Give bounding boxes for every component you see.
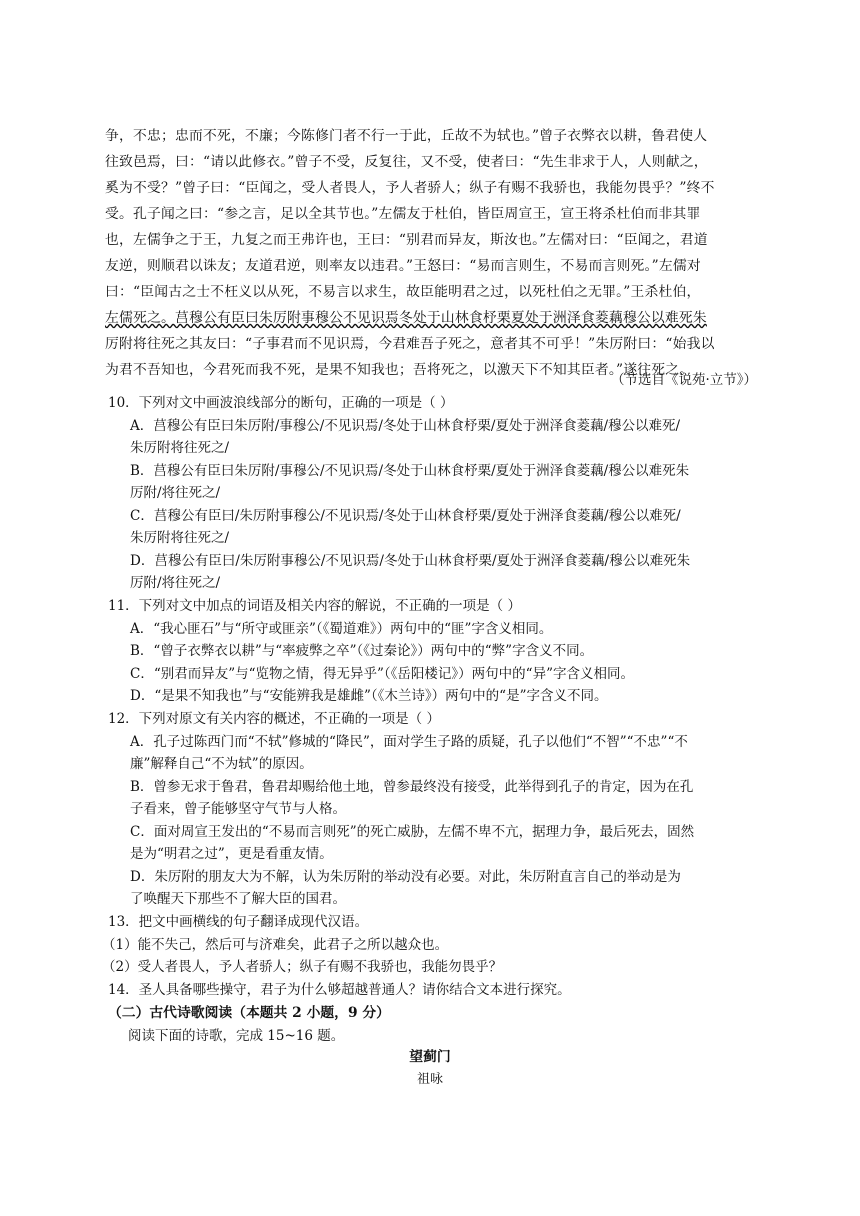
passage-line: 奚为不受？”曾子曰：“臣闻之，受人者畏人，予人者骄人；纵子有赐不我骄也，我能勿畏乎？”终不 xyxy=(105,180,715,196)
question-stem: 12．下列对原文有关内容的概述，不正确的一项是（ ） xyxy=(108,711,440,727)
option-a: A．莒穆公有臣曰朱厉附/事穆公/不见识焉/冬处于山林食杼栗/夏处于洲泽食菱藕/穆公以难死/ 朱厉附将往死之/ xyxy=(130,417,681,456)
question-12 xyxy=(108,708,760,911)
option-a: A．孔子过陈西门而“不轼”修城的“降民”，面对学生子路的质疑，孔子以他们“不智”“不忠”“不 廉”解释自己“不为轼”的原因。 xyxy=(130,733,688,772)
option-c: C．莒穆公有臣曰/朱厉附事穆公/不见识焉/冬处于山林食杼栗/夏处于洲泽食菱藕/穆公以难死/ 朱厉附将往死之/ xyxy=(130,507,681,546)
passage-line: 友逆，则顺君以诛友；友道君逆，则率友以违君。”王怒曰：“易而言则生，不易而言则死。”左儒对 xyxy=(105,258,701,274)
option-b: B．“曾子衣弊衣以耕”与“率疲弊之卒”（《过秦论》）两句中的“弊”字含义不同。 xyxy=(130,643,594,659)
passage-line: 为君不吾知也，今君死而我不死，是果不知我也；吾将死之，以激天下不知其臣者。”遂往死之。 xyxy=(105,362,694,378)
question-14 xyxy=(108,979,760,1002)
question-stem: 11．下列对文中加点的词语及相关内容的解说，不正确的一项是（ ） xyxy=(108,598,521,614)
translation-sentence-1: （1）能不失己，然后可与济难矣，此君子之所以越众也。 xyxy=(102,936,449,953)
passage-source: （节选自《说苑·立节》） xyxy=(610,372,757,388)
passage-line: 受。孔子闻之曰：“参之言，足以全其节也。”左儒友于杜伯，皆臣周宣王，宣王将杀杜伯而非其罪 xyxy=(105,206,701,222)
passage-line: 也，左儒争之于王，九复之而王弗许也，王曰：“别君而异友，斯汝也。”左儒对曰：“臣闻之，君道 xyxy=(105,232,708,248)
poem-author: 祖咏 xyxy=(416,1072,443,1087)
option-b: B．曾参无求于鲁君，鲁君却赐给他土地，曾参最终没有接受，此举得到孔子的肯定，因为在孔 子看来，曾子能够坚守气节与人格。 xyxy=(130,778,694,817)
option-c: C．“别君而异友”与“览物之情，得无异乎”（《岳阳楼记》）两句中的“异”字含义相同。 xyxy=(130,665,634,682)
question-stem: 14．圣人具备哪些操守，君子为什么够超越普通人？请你结合文本进行探究。 xyxy=(108,982,571,998)
option-d: D．朱厉附的朋友大为不解，认为朱厉附的举动没有必要。对此，朱厉附直言自己的举动是为 了唤醒天下那些不了解大臣的国君。 xyxy=(130,868,681,907)
translation-sentence-2: （2）受人者畏人，予人者骄人；纵子有赐不我骄也，我能勿畏乎？ xyxy=(102,959,503,975)
option-d: D．莒穆公有臣曰/朱厉附事穆公/不见识焉/冬处于山林食杼栗/夏处于洲泽食菱藕/穆公以难死朱 厉附/将往死之/ xyxy=(130,552,691,591)
option-d: D．“是果不知我也”与“安能辨我是雄雌”（《木兰诗》）两句中的“是”字含义不同。 xyxy=(130,688,608,704)
passage-line-wavy: 左儒死之。莒穆公有臣曰朱厉附事穆公不见识焉冬处于山林食杼栗夏处于洲泽食菱藕穆公以难死朱 xyxy=(105,310,707,326)
passage-line: 争，不忠；忠而不死，不廉；今陈修门者不行一于此，丘故不为轼也。”曾子衣弊衣以耕，鲁君使人 xyxy=(105,128,708,144)
passage-line: 曰：“臣闻古之士不枉义以从死，不易言以求生，故臣能明君之过，以死杜伯之无罪。”王杀杜伯， xyxy=(105,284,701,300)
question-10 xyxy=(108,392,760,595)
question-13 xyxy=(102,911,760,979)
question-stem: 13．把文中画横线的句子翻译成现代汉语。 xyxy=(108,914,369,930)
poem-title: 望蓟门 xyxy=(409,1049,451,1065)
option-a: A．“我心匪石”与“所守或匪亲”（《蜀道难》）两句中的“匪”字含义相同。 xyxy=(130,620,553,637)
passage-line: 往致邑焉，曰：“请以此修衣。”曾子不受，反复往，又不受，使者曰：“先生非求于人，人则献之， xyxy=(105,154,708,170)
option-b: B．莒穆公有臣曰朱厉附/事穆公/不见识焉/冬处于山林食杼栗/夏处于洲泽食菱藕/穆公以难死朱 厉附/将往死之/ xyxy=(130,462,690,501)
section-heading: （二）古代诗歌阅读（本题共 2 小题，9 分） xyxy=(108,1005,390,1021)
question-11 xyxy=(108,595,760,708)
option-c: C．面对周宣王发出的“不易而言则死”的死亡威胁，左儒不卑不亢，据理力争，最后死去，固然 是为“明君之过”，更是看重友情。 xyxy=(130,823,695,862)
passage-line: 厉附将往死之其友曰：“子事君而不见识焉，今君难吾子死之，意者其不可乎！”朱厉附曰：“始我以 xyxy=(105,336,715,352)
question-stem: 10．下列对文中画波浪线部分的断句，正确的一项是（ ） xyxy=(108,395,454,411)
section-intro: 阅读下面的诗歌，完成 15~16 题。 xyxy=(128,1028,345,1044)
classical-passage xyxy=(105,123,757,383)
